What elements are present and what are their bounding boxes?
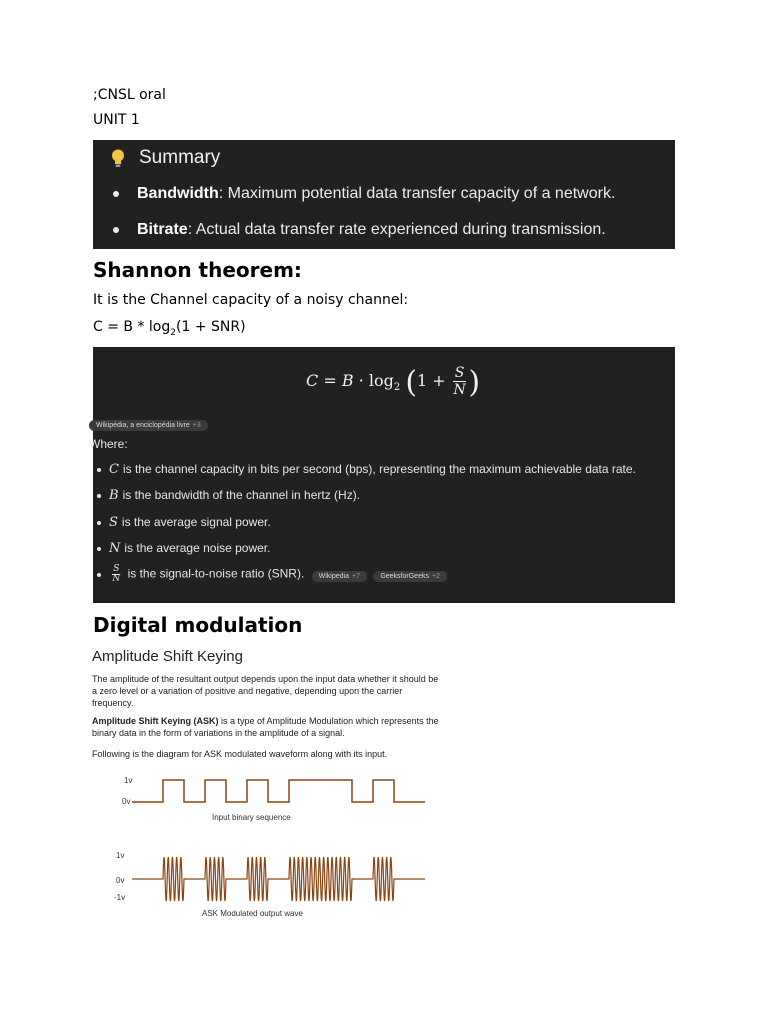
shannon-box xyxy=(89,347,675,603)
output-m1v-label: -1v xyxy=(114,893,126,902)
ask-title: Amplitude Shift Keying xyxy=(92,648,243,665)
output-0v-label: 0v xyxy=(116,876,125,885)
where-item-s: S is the average signal power. xyxy=(97,515,271,530)
chip-geeksforgeeks[interactable]: GeeksforGeeks +2 xyxy=(373,571,447,582)
bullet-icon xyxy=(113,227,119,233)
shannon-formula-text: $C = B * \log_2(1 + SNR)$ xyxy=(93,319,246,338)
where-item-c: C is the channel capacity in bits per second (bps), representing the maximum achievable data rate. xyxy=(97,462,636,477)
ask-paragraph-2: Amplitude Shift Keying (ASK) is a type of Amplitude Modulation which represents the binary data in the form of variations in the amplitude of a signal. xyxy=(92,716,439,738)
ask-figure xyxy=(92,648,440,920)
summary-box xyxy=(93,140,675,249)
lightbulb-icon xyxy=(109,148,127,172)
summary-item-bitrate: Bitrate: Actual data transfer rate experienced during transmission. xyxy=(113,221,606,239)
shannon-description: It is the Channel capacity of a noisy channel: xyxy=(93,292,409,308)
output-1v-label: 1v xyxy=(116,851,125,860)
where-label: Where: xyxy=(89,437,128,451)
shannon-heading: Shannon theorem: xyxy=(93,258,302,282)
where-item-n: N is the average noise power. xyxy=(97,541,270,556)
input-caption: Input binary sequence xyxy=(212,813,291,822)
ask-paragraph-3: Following is the diagram for ASK modulated waveform along with its input. xyxy=(92,749,388,759)
input-1v-label: 1v xyxy=(124,776,133,785)
input-0v-label: 0v xyxy=(122,797,131,806)
source-chip[interactable]: Wikipédia, a enciclopédia livre +3 xyxy=(89,412,208,431)
summary-title: Summary xyxy=(139,147,221,168)
ask-modulated-wave xyxy=(132,857,425,901)
doc-line-cnsl: ;CNSL oral xyxy=(93,87,166,103)
input-binary-wave xyxy=(132,780,425,802)
chip-wikipedia[interactable]: Wikipedia +7 xyxy=(312,571,367,582)
ask-paragraph-1: The amplitude of the resultant output depends upon the input data whether it should be a zero level or a variation of positive and negative, depending upon the carrier frequency. xyxy=(92,674,439,708)
ask-diagram xyxy=(92,766,440,920)
digital-modulation-heading: Digital modulation xyxy=(93,613,303,637)
summary-item-bandwidth: Bandwidth: Maximum potential data transfer capacity of a network. xyxy=(113,185,615,203)
output-caption: ASK Modulated output wave xyxy=(202,909,303,918)
where-item-b: B is the bandwidth of the channel in hertz (Hz). xyxy=(97,488,360,503)
doc-line-unit: UNIT 1 xyxy=(93,112,140,128)
shannon-formula: $C = B \cdot \log_2 (1$ + $\frac{S}{N}$ ) xyxy=(306,365,481,400)
bullet-icon xyxy=(113,191,119,197)
where-item-snr: $\frac{S}{N}$ is the signal-to-noise ratio (SNR). Wikipedia +7 GeeksforGeeks +2 xyxy=(97,565,447,584)
